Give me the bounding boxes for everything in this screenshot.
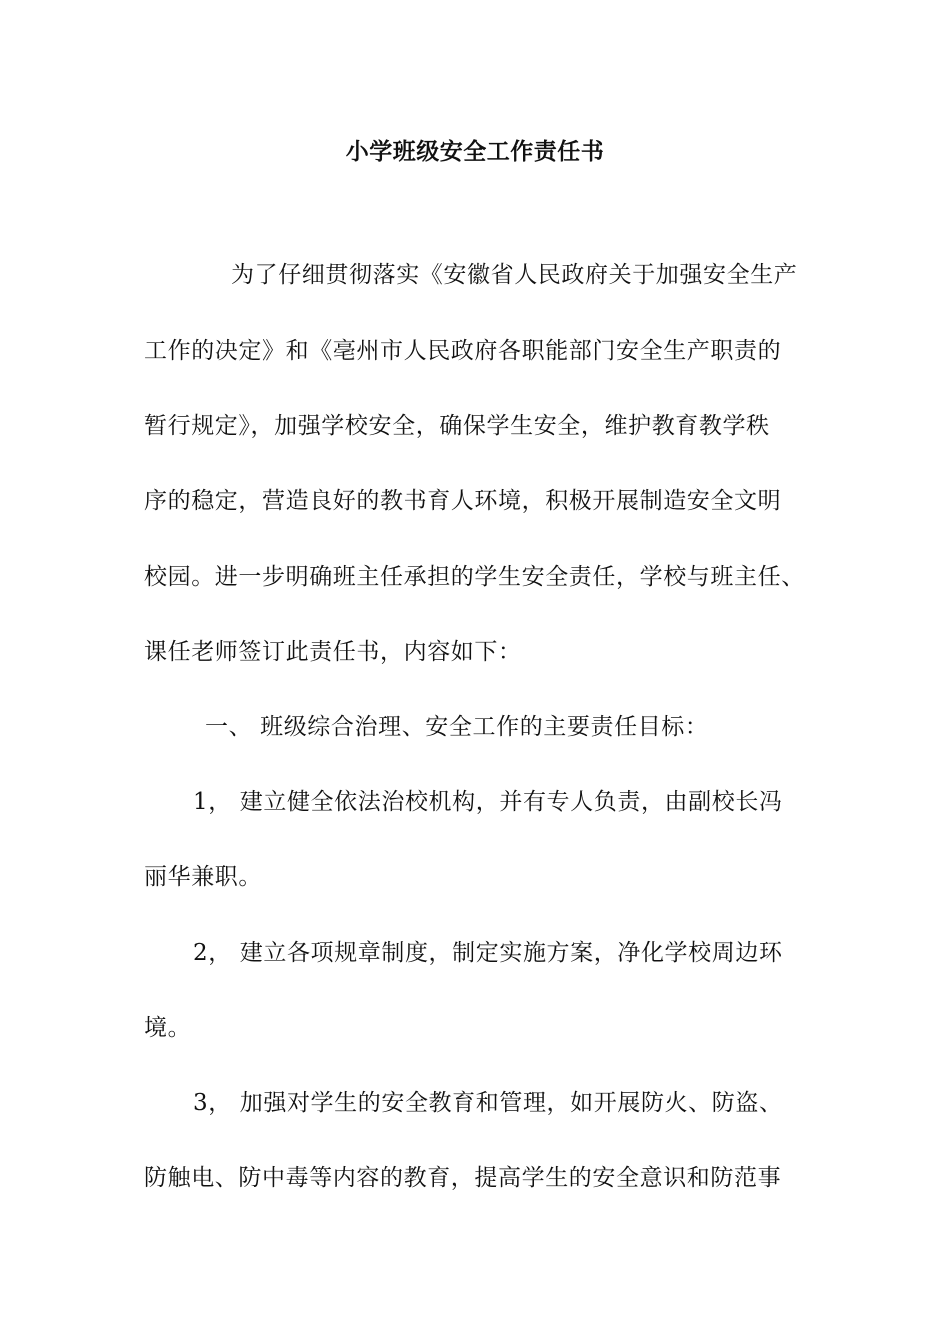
document-title: 小学班级安全工作责任书: [345, 138, 605, 165]
list-item: 2， 建立各项规章制度，制定实施方案，净化学校周边环: [193, 940, 783, 966]
list-item-continuation: 境。: [144, 1015, 192, 1041]
section-heading: 一、 班级综合治理、安全工作的主要责任目标：: [205, 714, 709, 740]
paragraph-line: 课任老师签订此责任书，内容如下：: [144, 639, 522, 665]
paragraph-line: 校园。进一步明确班主任承担的学生安全责任，学校与班主任、: [144, 564, 805, 590]
paragraph-line: 为了仔细贯彻落实《安徽省人民政府关于加强安全生产: [231, 262, 798, 288]
list-item: 1， 建立健全依法治校机构，并有专人负责，由副校长冯: [193, 789, 783, 815]
paragraph-line: 暂行规定》，加强学校安全，确保学生安全，维护教育教学秩: [144, 413, 770, 439]
paragraph-line: 序的稳定，营造良好的教书育人环境，积极开展制造安全文明: [144, 488, 782, 514]
paragraph-line: 工作的决定》和《亳州市人民政府各职能部门安全生产职责的: [144, 338, 782, 364]
list-item-continuation: 防触电、防中毒等内容的教育，提高学生的安全意识和防范事: [144, 1165, 782, 1191]
list-item-continuation: 丽华兼职。: [144, 864, 262, 890]
list-item: 3， 加强对学生的安全教育和管理，如开展防火、防盗、: [193, 1090, 783, 1116]
